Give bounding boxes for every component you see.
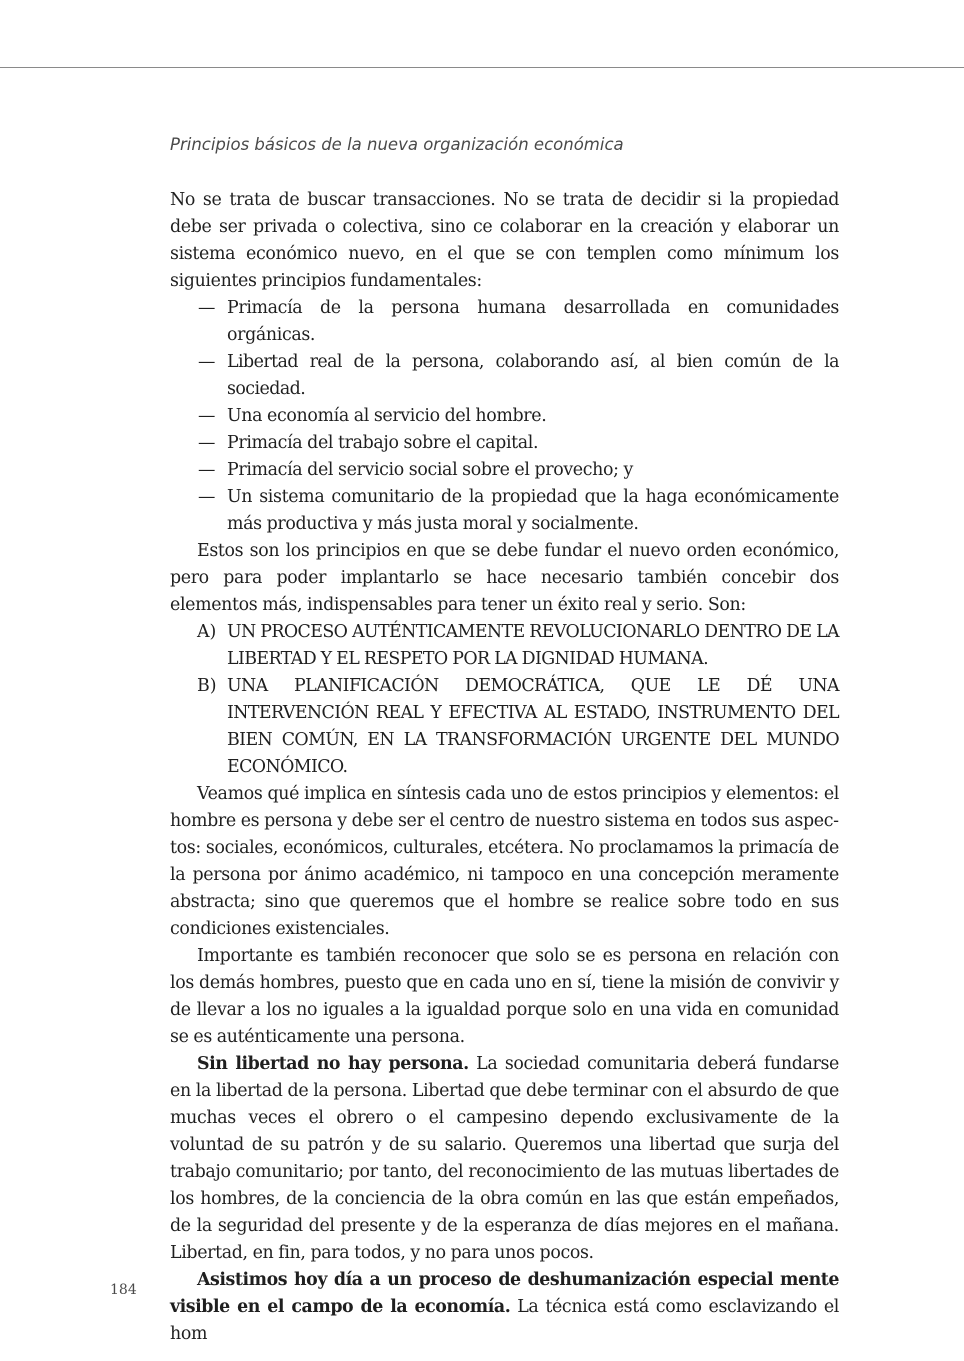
list-item bbox=[170, 457, 839, 484]
list-item-text: UNA PLANIFICACIÓN DEMOCRÁTICA, QUE LE DÉ UNA INTERVENCIÓN REAL Y EFECTIVA AL ESTADO, INSTRUMENTO DEL BIEN COMÚN, EN LA TRANSFORMACIÓN URGENTE DEL MUNDO ECONÓMICO. bbox=[227, 676, 839, 777]
persona-paragraph: Veamos qué implica en síntesis cada uno de estos principios y elementos: el hombre es persona y debe ser el centro de nuestro sistema en todos sus aspectos: sociales, económicos, culturales, etcétera. No proclamamos la primacía de la persona por ánimo académico, ni tampoco en una concepción meramente abstracta; sino que queremos que el hombre se realice sobre todo en sus condiciones existenciales. bbox=[170, 784, 839, 939]
deshumanizacion-paragraph bbox=[170, 1267, 839, 1348]
running-head: Principios básicos de la nueva organización económica bbox=[170, 135, 624, 154]
list-item bbox=[170, 295, 839, 349]
list-item-text: Primacía de la persona humana desarrollada en comunidades orgánicas. bbox=[227, 298, 839, 345]
elements-paragraph: Estos son los principios en que se debe fundar el nuevo orden económico, pero para poder implantarlo se hace necesario también concebir dos elementos más, indispensables para tener un éxito real y serio. Son: bbox=[170, 541, 839, 615]
dash-marker: — bbox=[198, 406, 216, 426]
list-item bbox=[170, 673, 839, 781]
letter-marker: A) bbox=[197, 622, 217, 642]
list-item-text: Primacía del trabajo sobre el capital. bbox=[227, 433, 539, 453]
list-item-text: Un sistema comunitario de la propiedad que la haga económicamente más productiva y más justa moral y socialmente. bbox=[227, 487, 839, 534]
dash-marker: — bbox=[198, 433, 216, 453]
dash-marker: — bbox=[198, 298, 216, 318]
libertad-paragraph bbox=[170, 1051, 839, 1267]
comunidad-paragraph: Importante es también reconocer que solo se es persona en relación con los demás hombres, puesto que en cada uno en sí, tiene la misión de convivir y de llevar a los no iguales a la igualdad porque solo en una vida en comunidad se es auténticamente una persona. bbox=[170, 946, 839, 1047]
list-item bbox=[170, 349, 839, 403]
page-body bbox=[170, 187, 839, 1348]
deshumanizacion-lead: Asistimos hoy día a un proceso de deshumanización especial mente visible en el campo de la economía. bbox=[170, 1270, 839, 1317]
elements-list bbox=[170, 619, 839, 781]
list-item-text: Una economía al servicio del hombre. bbox=[227, 406, 547, 426]
list-item-text: UN PROCESO AUTÉNTICAMENTE REVOLUCIONARLO DENTRO DE LA LIBERTAD Y EL RESPETO POR LA DIGNIDAD HUMANA. bbox=[227, 622, 839, 669]
list-item bbox=[170, 430, 839, 457]
intro-paragraph: No se trata de buscar transacciones. No se trata de decidir si la propiedad debe ser privada o colectiva, sino ce colaborar en la creación y elaborar un sistema económico nuevo, en el que se con templen como mínimum los siguientes principios fundamentales: bbox=[170, 190, 839, 291]
libertad-text: La sociedad comunitaria deberá fundarse en la libertad de la persona. Libertad que debe terminar con el absurdo de que muchas veces el obrero o el campesino dependo exclusivamente de la voluntad de su patrón y de su salario. Queremos una libertad que surja del trabajo comunitario; por tanto, del reconocimiento de las mutuas libertades de los hombres, de la conciencia de la obra común en las que están empeñados, de la seguridad del presente y de la esperanza de días mejores en el mañana. Libertad, en fin, para todos, y no para unos pocos. bbox=[170, 1054, 840, 1263]
dash-marker: — bbox=[198, 460, 216, 480]
page-number: 184 bbox=[110, 1282, 137, 1298]
dash-marker: — bbox=[198, 487, 216, 507]
list-item bbox=[170, 484, 839, 538]
libertad-lead: Sin libertad no hay persona. bbox=[197, 1054, 469, 1074]
list-item bbox=[170, 619, 839, 673]
letter-marker: B) bbox=[197, 676, 217, 696]
header-rule bbox=[0, 67, 964, 68]
list-item-text: Libertad real de la persona, colaborando así, al bien común de la sociedad. bbox=[227, 352, 839, 399]
list-item-text: Primacía del servicio social sobre el provecho; y bbox=[227, 460, 633, 480]
principles-list bbox=[170, 295, 839, 538]
list-item bbox=[170, 403, 839, 430]
deshumanizacion-text: La técnica está como esclavizando el hom bbox=[170, 1297, 839, 1344]
dash-marker: — bbox=[198, 352, 215, 372]
